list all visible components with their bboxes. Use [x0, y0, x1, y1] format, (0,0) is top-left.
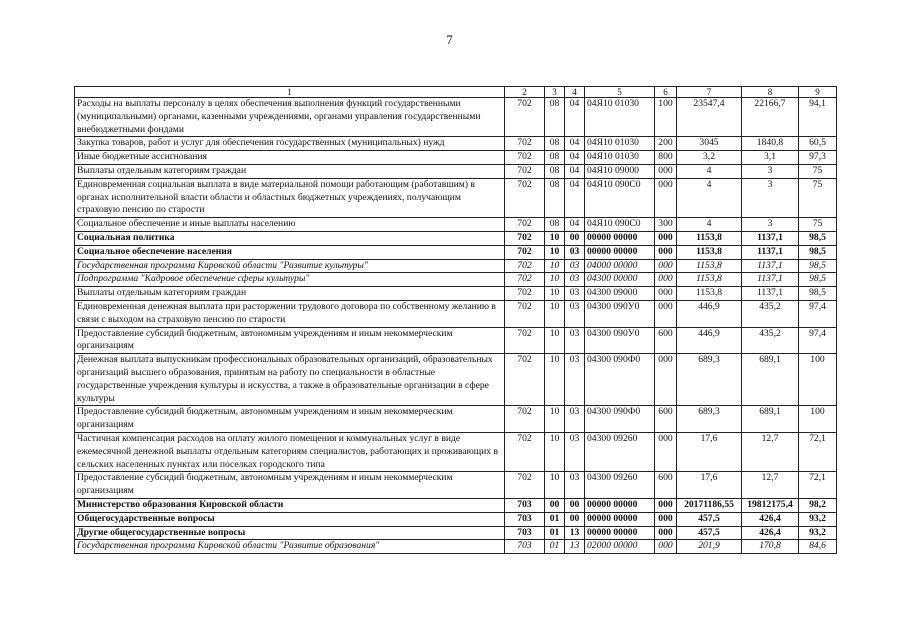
execution-percent-cell: 72,1	[799, 472, 837, 499]
planned-amount-cell: 1153,8	[677, 287, 742, 301]
subsection-code-cell: 04	[565, 218, 585, 232]
item-name-cell: Выплаты отдельным категориям граждан	[75, 164, 505, 178]
table-row	[75, 98, 837, 137]
expense-type-cell: 000	[655, 432, 677, 471]
target-article-cell: 04300 00000	[585, 273, 655, 287]
header-cell: 5	[585, 87, 655, 98]
header-cell: 8	[742, 87, 799, 98]
header-cell: 9	[799, 87, 837, 98]
planned-amount-cell: 689,3	[677, 406, 742, 433]
target-article-cell: 04Я10 01030	[585, 98, 655, 137]
section-code-cell: 10	[545, 472, 565, 499]
planned-amount-cell: 3045	[677, 137, 742, 151]
actual-amount-cell: 12,7	[742, 432, 799, 471]
page-number: 7	[446, 32, 453, 47]
ved-code-cell: 702	[505, 472, 545, 499]
ved-code-cell: 702	[505, 164, 545, 178]
item-name-cell: Расходы на выплаты персоналу в целях обеспечения выполнения функций государственными (муниципальными) органами, казенными учреждениями, органами управления государственными внебюджетными фондами	[75, 98, 505, 137]
table-row	[75, 231, 837, 245]
expense-type-cell: 800	[655, 151, 677, 165]
table-row	[75, 178, 837, 217]
target-article-cell: 04300 09000	[585, 287, 655, 301]
item-name-cell: Социальное обеспечение и иные выплаты населению	[75, 218, 505, 232]
planned-amount-cell: 1153,8	[677, 231, 742, 245]
planned-amount-cell: 1153,8	[677, 245, 742, 259]
execution-percent-cell: 100	[799, 354, 837, 406]
ved-code-cell: 702	[505, 432, 545, 471]
table-row	[75, 164, 837, 178]
planned-amount-cell: 3,2	[677, 151, 742, 165]
item-name-cell: Единовременная денежная выплата при расторжении трудового договора по собственному желанию в связи с выходом на страховую пенсию по старости	[75, 300, 505, 327]
target-article-cell: 04300 090У0	[585, 327, 655, 354]
ved-code-cell: 702	[505, 354, 545, 406]
expense-type-cell: 000	[655, 245, 677, 259]
header-cell: 2	[505, 87, 545, 98]
execution-percent-cell: 100	[799, 406, 837, 433]
section-code-cell: 01	[545, 512, 565, 526]
table-row	[75, 259, 837, 273]
ved-code-cell: 703	[505, 512, 545, 526]
table-header-row	[75, 87, 837, 98]
actual-amount-cell: 3	[742, 218, 799, 232]
actual-amount-cell: 689,1	[742, 354, 799, 406]
ved-code-cell: 703	[505, 498, 545, 512]
subsection-code-cell: 03	[565, 406, 585, 433]
table-row	[75, 300, 837, 327]
expense-type-cell: 000	[655, 498, 677, 512]
execution-percent-cell: 98,5	[799, 273, 837, 287]
target-article-cell: 04300 09260	[585, 432, 655, 471]
section-code-cell: 10	[545, 259, 565, 273]
header-cell: 6	[655, 87, 677, 98]
actual-amount-cell: 3	[742, 178, 799, 217]
subsection-code-cell: 03	[565, 354, 585, 406]
ved-code-cell: 702	[505, 406, 545, 433]
target-article-cell: 04300 09260	[585, 472, 655, 499]
execution-percent-cell: 60,5	[799, 137, 837, 151]
planned-amount-cell: 4	[677, 218, 742, 232]
execution-percent-cell: 98,5	[799, 287, 837, 301]
target-article-cell: 04Я10 090С0	[585, 218, 655, 232]
actual-amount-cell: 3	[742, 164, 799, 178]
section-code-cell: 01	[545, 540, 565, 554]
execution-percent-cell: 72,1	[799, 432, 837, 471]
ved-code-cell: 702	[505, 273, 545, 287]
expense-type-cell: 000	[655, 354, 677, 406]
subsection-code-cell: 00	[565, 498, 585, 512]
planned-amount-cell: 446,9	[677, 327, 742, 354]
ved-code-cell: 702	[505, 151, 545, 165]
table-row	[75, 432, 837, 471]
actual-amount-cell: 689,1	[742, 406, 799, 433]
expense-type-cell: 000	[655, 300, 677, 327]
section-code-cell: 08	[545, 137, 565, 151]
section-code-cell: 08	[545, 98, 565, 137]
section-code-cell: 08	[545, 164, 565, 178]
subsection-code-cell: 13	[565, 526, 585, 540]
item-name-cell: Социальная политика	[75, 231, 505, 245]
section-code-cell: 10	[545, 287, 565, 301]
target-article-cell: 04300 090Ф0	[585, 354, 655, 406]
item-name-cell: Государственная программа Кировской области "Развитие образования"	[75, 540, 505, 554]
planned-amount-cell: 457,5	[677, 526, 742, 540]
section-code-cell: 01	[545, 526, 565, 540]
actual-amount-cell: 22166,7	[742, 98, 799, 137]
subsection-code-cell: 03	[565, 432, 585, 471]
ved-code-cell: 702	[505, 259, 545, 273]
execution-percent-cell: 98,5	[799, 245, 837, 259]
table-row	[75, 540, 837, 554]
subsection-code-cell: 03	[565, 273, 585, 287]
section-code-cell: 10	[545, 406, 565, 433]
table-row	[75, 512, 837, 526]
execution-percent-cell: 98,2	[799, 498, 837, 512]
planned-amount-cell: 1153,8	[677, 273, 742, 287]
execution-percent-cell: 98,5	[799, 231, 837, 245]
actual-amount-cell: 1137,1	[742, 245, 799, 259]
subsection-code-cell: 03	[565, 245, 585, 259]
expense-type-cell: 600	[655, 472, 677, 499]
planned-amount-cell: 1153,8	[677, 259, 742, 273]
ved-code-cell: 702	[505, 98, 545, 137]
table-row	[75, 273, 837, 287]
item-name-cell: Иные бюджетные ассигнования	[75, 151, 505, 165]
ved-code-cell: 702	[505, 137, 545, 151]
target-article-cell: 00000 00000	[585, 231, 655, 245]
execution-percent-cell: 98,5	[799, 259, 837, 273]
subsection-code-cell: 04	[565, 98, 585, 137]
table-row	[75, 287, 837, 301]
ved-code-cell: 702	[505, 245, 545, 259]
actual-amount-cell: 1840,8	[742, 137, 799, 151]
item-name-cell: Денежная выплата выпускникам профессиональных образовательных организаций, образовательных организаций высшего образования, принятым на работу по специальности в областные государственные учреждения культуры и искусства, а также в образовательные организации в сфере культуры	[75, 354, 505, 406]
subsection-code-cell: 04	[565, 151, 585, 165]
table-row	[75, 526, 837, 540]
expense-type-cell: 000	[655, 287, 677, 301]
execution-percent-cell: 97,4	[799, 327, 837, 354]
ved-code-cell: 702	[505, 287, 545, 301]
subsection-code-cell: 00	[565, 231, 585, 245]
target-article-cell: 04300 090Ф0	[585, 406, 655, 433]
table-row	[75, 498, 837, 512]
execution-percent-cell: 93,2	[799, 526, 837, 540]
section-code-cell: 10	[545, 300, 565, 327]
subsection-code-cell: 04	[565, 164, 585, 178]
item-name-cell: Закупка товаров, работ и услуг для обеспечения государственных (муниципальных) нужд	[75, 137, 505, 151]
item-name-cell: Другие общегосударственные вопросы	[75, 526, 505, 540]
item-name-cell: Общегосударственные вопросы	[75, 512, 505, 526]
planned-amount-cell: 17,6	[677, 432, 742, 471]
table-row	[75, 245, 837, 259]
execution-percent-cell: 75	[799, 218, 837, 232]
section-code-cell: 00	[545, 498, 565, 512]
target-article-cell: 04Я10 090С0	[585, 178, 655, 217]
item-name-cell: Государственная программа Кировской области "Развитие культуры"	[75, 259, 505, 273]
target-article-cell: 00000 00000	[585, 512, 655, 526]
expense-type-cell: 000	[655, 231, 677, 245]
item-name-cell: Министерство образования Кировской области	[75, 498, 505, 512]
target-article-cell: 02000 00000	[585, 540, 655, 554]
execution-percent-cell: 75	[799, 178, 837, 217]
expense-type-cell: 200	[655, 137, 677, 151]
subsection-code-cell: 03	[565, 259, 585, 273]
actual-amount-cell: 1137,1	[742, 231, 799, 245]
item-name-cell: Предоставление субсидий бюджетным, автономным учреждениям и иным некоммерческим организациям	[75, 406, 505, 433]
table-row	[75, 472, 837, 499]
header-cell: 1	[75, 87, 505, 98]
subsection-code-cell: 03	[565, 472, 585, 499]
item-name-cell: Единовременная социальная выплата в виде материальной помощи работающим (работавшим) в органах исполнительной власти области и областных бюджетных учреждениях, получающим страховую пенсию по старости	[75, 178, 505, 217]
expense-type-cell: 000	[655, 526, 677, 540]
actual-amount-cell: 435,2	[742, 300, 799, 327]
section-code-cell: 10	[545, 432, 565, 471]
planned-amount-cell: 689,3	[677, 354, 742, 406]
planned-amount-cell: 4	[677, 178, 742, 217]
header-cell: 7	[677, 87, 742, 98]
expense-type-cell: 600	[655, 327, 677, 354]
target-article-cell: 04300 090У0	[585, 300, 655, 327]
execution-percent-cell: 84,6	[799, 540, 837, 554]
ved-code-cell: 702	[505, 231, 545, 245]
item-name-cell: Подпрограмма "Кадровое обеспечение сферы культуры"	[75, 273, 505, 287]
expense-type-cell: 000	[655, 259, 677, 273]
expense-type-cell: 600	[655, 406, 677, 433]
section-code-cell: 08	[545, 178, 565, 217]
ved-code-cell: 702	[505, 178, 545, 217]
execution-percent-cell: 75	[799, 164, 837, 178]
expense-type-cell: 000	[655, 512, 677, 526]
planned-amount-cell: 457,5	[677, 512, 742, 526]
expense-type-cell: 000	[655, 178, 677, 217]
ved-code-cell: 703	[505, 540, 545, 554]
expense-type-cell: 000	[655, 273, 677, 287]
expense-type-cell: 100	[655, 98, 677, 137]
actual-amount-cell: 435,2	[742, 327, 799, 354]
ved-code-cell: 702	[505, 300, 545, 327]
section-code-cell: 08	[545, 151, 565, 165]
table-row	[75, 218, 837, 232]
ved-code-cell: 702	[505, 327, 545, 354]
actual-amount-cell: 19812175,4	[742, 498, 799, 512]
planned-amount-cell: 23547,4	[677, 98, 742, 137]
subsection-code-cell: 00	[565, 512, 585, 526]
execution-percent-cell: 97,4	[799, 300, 837, 327]
table-row	[75, 137, 837, 151]
planned-amount-cell: 201,9	[677, 540, 742, 554]
target-article-cell: 04000 00000	[585, 259, 655, 273]
target-article-cell: 00000 00000	[585, 245, 655, 259]
section-code-cell: 10	[545, 354, 565, 406]
expense-type-cell: 300	[655, 218, 677, 232]
actual-amount-cell: 170,8	[742, 540, 799, 554]
item-name-cell: Социальное обеспечение населения	[75, 245, 505, 259]
actual-amount-cell: 426,4	[742, 512, 799, 526]
actual-amount-cell: 3,1	[742, 151, 799, 165]
section-code-cell: 10	[545, 231, 565, 245]
table-row	[75, 327, 837, 354]
subsection-code-cell: 03	[565, 327, 585, 354]
target-article-cell: 00000 00000	[585, 498, 655, 512]
section-code-cell: 08	[545, 218, 565, 232]
subsection-code-cell: 03	[565, 287, 585, 301]
expense-type-cell: 000	[655, 164, 677, 178]
subsection-code-cell: 13	[565, 540, 585, 554]
target-article-cell: 04Я10 01030	[585, 151, 655, 165]
header-cell: 3	[545, 87, 565, 98]
expense-type-cell: 000	[655, 540, 677, 554]
subsection-code-cell: 03	[565, 300, 585, 327]
table-row	[75, 354, 837, 406]
planned-amount-cell: 17,6	[677, 472, 742, 499]
section-code-cell: 10	[545, 245, 565, 259]
header-cell: 4	[565, 87, 585, 98]
planned-amount-cell: 20171186,55	[677, 498, 742, 512]
target-article-cell: 00000 00000	[585, 526, 655, 540]
table-row	[75, 151, 837, 165]
actual-amount-cell: 12,7	[742, 472, 799, 499]
actual-amount-cell: 426,4	[742, 526, 799, 540]
target-article-cell: 04Я10 09000	[585, 164, 655, 178]
ved-code-cell: 703	[505, 526, 545, 540]
planned-amount-cell: 446,9	[677, 300, 742, 327]
item-name-cell: Предоставление субсидий бюджетным, автономным учреждениям и иным некоммерческим организациям	[75, 472, 505, 499]
execution-percent-cell: 94,1	[799, 98, 837, 137]
section-code-cell: 10	[545, 273, 565, 287]
planned-amount-cell: 4	[677, 164, 742, 178]
actual-amount-cell: 1137,1	[742, 273, 799, 287]
table-row	[75, 406, 837, 433]
actual-amount-cell: 1137,1	[742, 287, 799, 301]
execution-percent-cell: 97,3	[799, 151, 837, 165]
item-name-cell: Предоставление субсидий бюджетным, автономным учреждениям и иным некоммерческим организациям	[75, 327, 505, 354]
execution-percent-cell: 93,2	[799, 512, 837, 526]
ved-code-cell: 702	[505, 218, 545, 232]
subsection-code-cell: 04	[565, 137, 585, 151]
actual-amount-cell: 1137,1	[742, 259, 799, 273]
target-article-cell: 04Я10 01030	[585, 137, 655, 151]
budget-table	[74, 86, 837, 554]
item-name-cell: Частичная компенсация расходов на оплату жилого помещения и коммунальных услуг в виде ежемесячной денежной выплаты отдельным категориям специалистов, работающих и проживающих в сельских населенных пунктах или поселках городского типа	[75, 432, 505, 471]
item-name-cell: Выплаты отдельным категориям граждан	[75, 287, 505, 301]
section-code-cell: 10	[545, 327, 565, 354]
subsection-code-cell: 04	[565, 178, 585, 217]
